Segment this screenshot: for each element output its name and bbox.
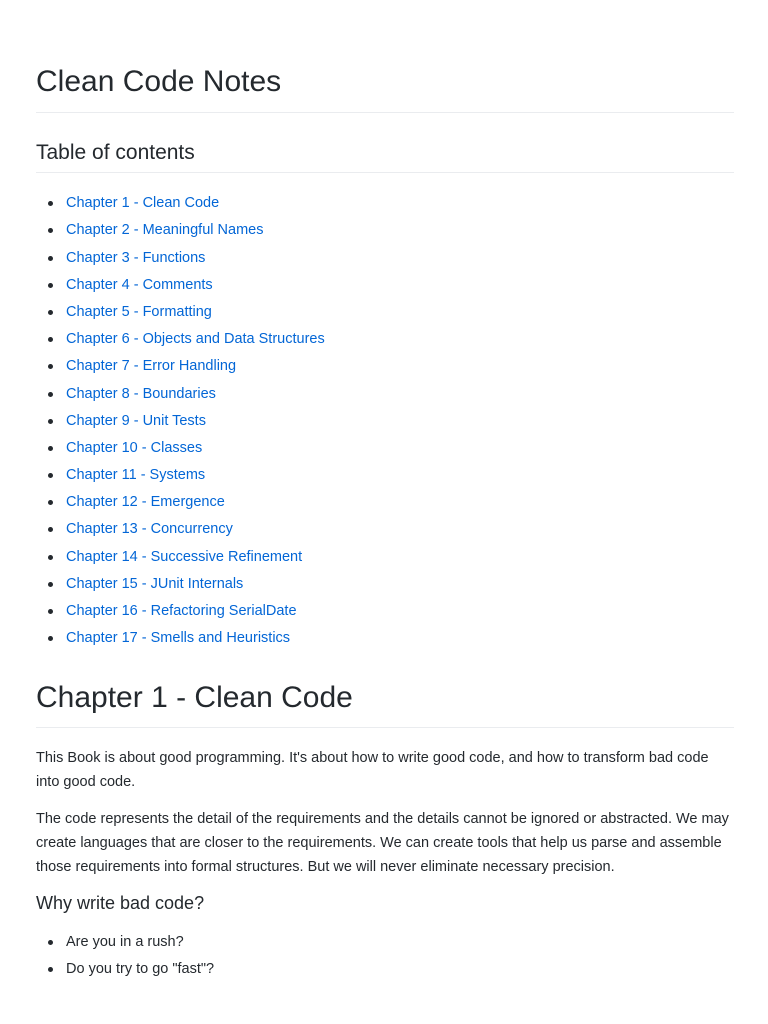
toc-item-chapter-16 [36,598,734,625]
toc-link-chapter-16[interactable]: Chapter 16 - Refactoring SerialDate [66,603,297,619]
list-item: Are you in a rush? [36,929,734,956]
toc-link-chapter-3[interactable]: Chapter 3 - Functions [66,249,206,266]
toc-link-chapter-1[interactable]: Chapter 1 - Clean Code [66,195,220,212]
toc-link-chapter-15[interactable]: Chapter 15 - JUnit Internals [66,575,244,592]
toc-link-chapter-5[interactable]: Chapter 5 - Formatting [66,303,212,320]
toc-item-chapter-15 [36,571,734,598]
toc-item-chapter-13 [36,516,734,543]
toc-item-chapter-7 [36,353,734,380]
toc-link-chapter-9[interactable]: Chapter 9 - Unit Tests [66,412,206,429]
list-item: Do you try to go "fast"? [36,956,734,983]
toc-item-chapter-14 [36,544,734,571]
toc-link-chapter-13[interactable]: Chapter 13 - Concurrency [66,521,233,538]
toc-link-chapter-8[interactable]: Chapter 8 - Boundaries [66,385,216,402]
why-bad-code-list [36,929,734,983]
toc-list [36,190,734,652]
toc-item-chapter-3 [36,245,734,272]
why-bad-code-heading: Why write bad code? [36,893,205,914]
toc-item-chapter-1 [36,190,734,217]
toc-item-chapter-17 [36,625,734,652]
chapter-1-heading: Chapter 1 - Clean Code [36,680,734,728]
toc-link-chapter-2[interactable]: Chapter 2 - Meaningful Names [66,222,264,239]
toc-item-chapter-5 [36,299,734,326]
toc-link-chapter-10[interactable]: Chapter 10 - Classes [66,439,203,456]
toc-link-chapter-7[interactable]: Chapter 7 - Error Handling [66,358,237,375]
toc-item-chapter-10 [36,435,734,462]
toc-item-chapter-12 [36,489,734,516]
chapter-1-paragraph-1: This Book is about good programming. It's about how to write good code, and how to transform bad code into good code. [36,750,709,791]
toc-link-chapter-6[interactable]: Chapter 6 - Objects and Data Structures [66,331,325,348]
chapter-1-paragraph-2: The code represents the detail of the requirements and the details cannot be ignored or abstracted. We may create languages that are closer to the requirements. We can create tools that help us parse and assemble those requirements into formal structures. But we will never eliminate necessary precision. [36,811,729,876]
toc-item-chapter-2 [36,217,734,244]
toc-link-chapter-4[interactable]: Chapter 4 - Comments [66,276,213,293]
toc-link-chapter-12[interactable]: Chapter 12 - Emergence [66,494,225,511]
toc-item-chapter-11 [36,462,734,489]
toc-item-chapter-4 [36,272,734,299]
toc-heading: Table of contents [36,140,734,173]
toc-link-chapter-17[interactable]: Chapter 17 - Smells and Heuristics [66,630,291,647]
toc-item-chapter-6 [36,326,734,353]
toc-link-chapter-11[interactable]: Chapter 11 - Systems [66,467,206,484]
document-content [36,0,734,983]
toc-item-chapter-9 [36,408,734,435]
page-title: Clean Code Notes [36,64,734,113]
toc-link-chapter-14[interactable]: Chapter 14 - Successive Refinement [66,548,303,565]
toc-item-chapter-8 [36,381,734,408]
